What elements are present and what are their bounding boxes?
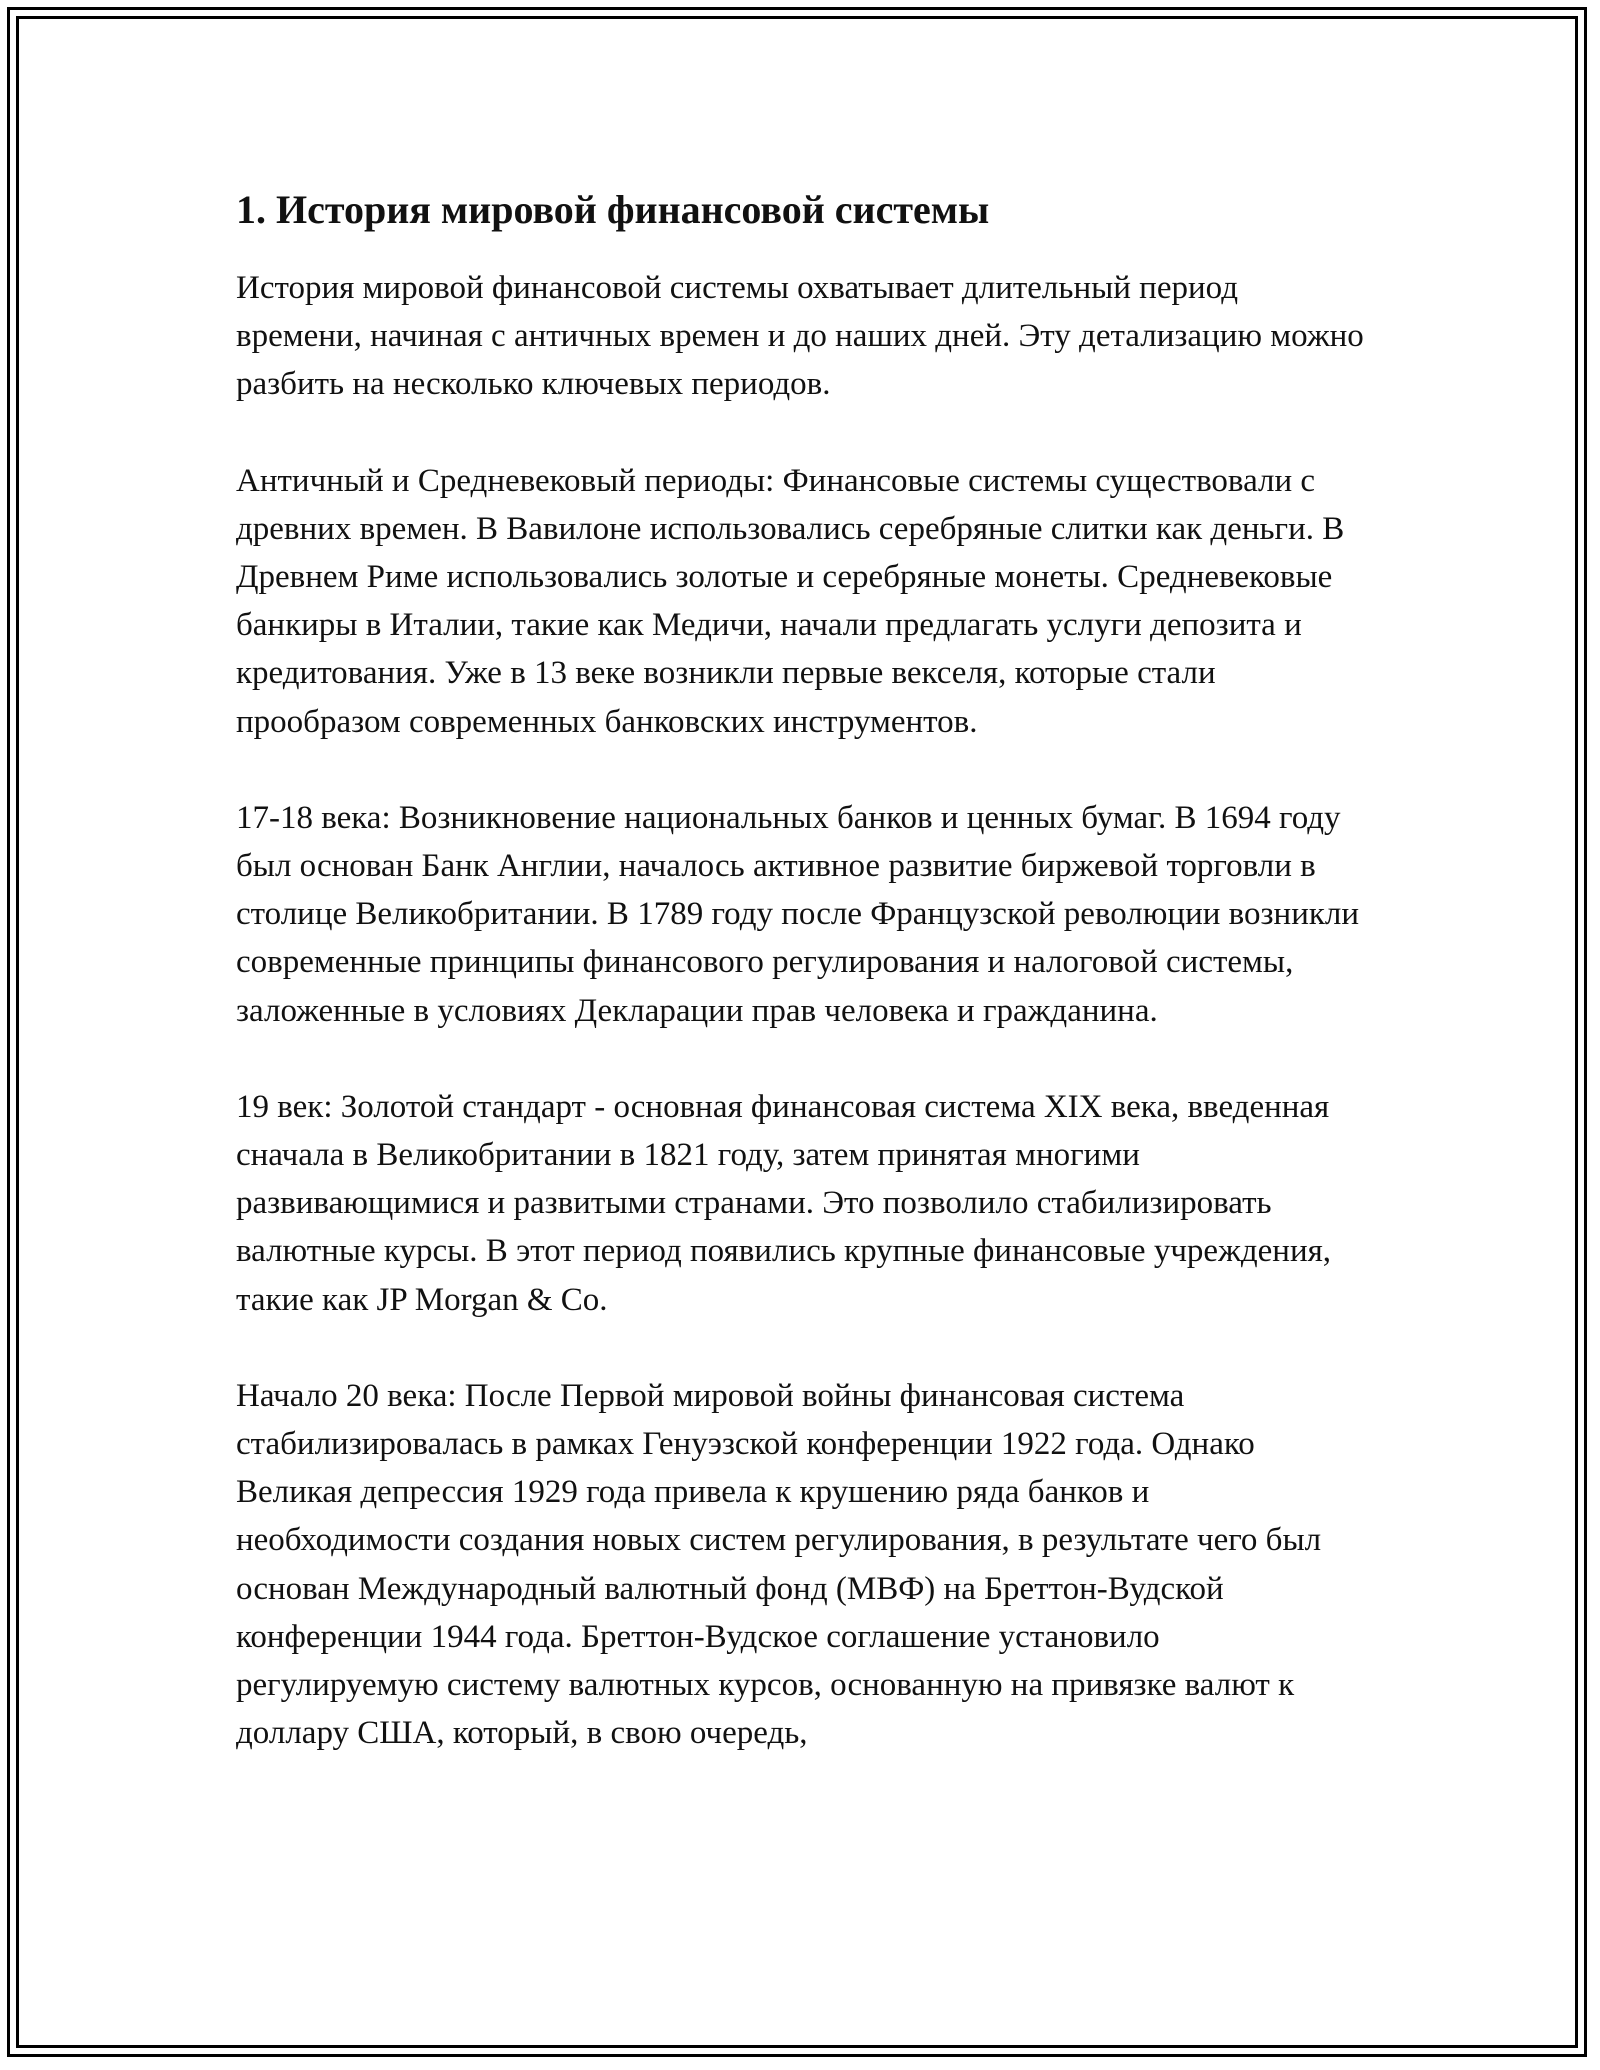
- paragraph-ancient-medieval: Античный и Средневековый периоды: Финансовые системы существовали с древних времен. В Вавилоне использовались серебряные слитки как деньги. В Древнем Риме использовались золотые и серебряные монеты. Средневековые банкиры в Италии, такие как Медичи, начали предлагать услуги депозита и кредитования. Уже в 13 веке возникли первые векселя, которые стали прообразом современных банковских инструментов.: [236, 462, 1345, 740]
- document-body: [236, 186, 1366, 1805]
- paragraph-intro: История мировой финансовой системы охватывает длительный период времени, начиная с античных времен и до наших дней. Эту детализацию можно разбить на несколько ключевых периодов.: [236, 270, 1364, 403]
- paragraph-early-20-century: Начало 20 века: После Первой мировой войны финансовая система стабилизировалась в рамках Генуэзской конференции 1922 года. Однако Великая депрессия 1929 года привела к крушению ряда банков и необходимости создания новых систем регулирования, в результате чего был основан Международный валютный фонд (МВФ) на Бреттон-Вудской конференции 1944 года. Бреттон-Вудское соглашение установило регулируемую систему валютных курсов, основанную на привязке валют к доллару США, который, в свою очередь,: [236, 1377, 1322, 1752]
- section-heading: 1. История мировой финансовой системы: [236, 187, 990, 232]
- paragraph-17-18-centuries: 17-18 века: Возникновение национальных банков и ценных бумаг. В 1694 году был основан Банк Англии, началось активное развитие биржевой торговли в столице Великобритании. В 1789 году после Французской революции возникли современные принципы финансового регулирования и налоговой системы, заложенные в условиях Декларации прав человека и гражданина.: [236, 799, 1360, 1029]
- paragraph-19-century: 19 век: Золотой стандарт - основная финансовая система XIX века, введенная сначала в Великобритании в 1821 году, затем принятая многими развивающимися и развитыми странами. Это позволило стабилизировать валютные курсы. В этот период появились крупные финансовые учреждения, такие как JP Morgan & Co.: [236, 1088, 1332, 1318]
